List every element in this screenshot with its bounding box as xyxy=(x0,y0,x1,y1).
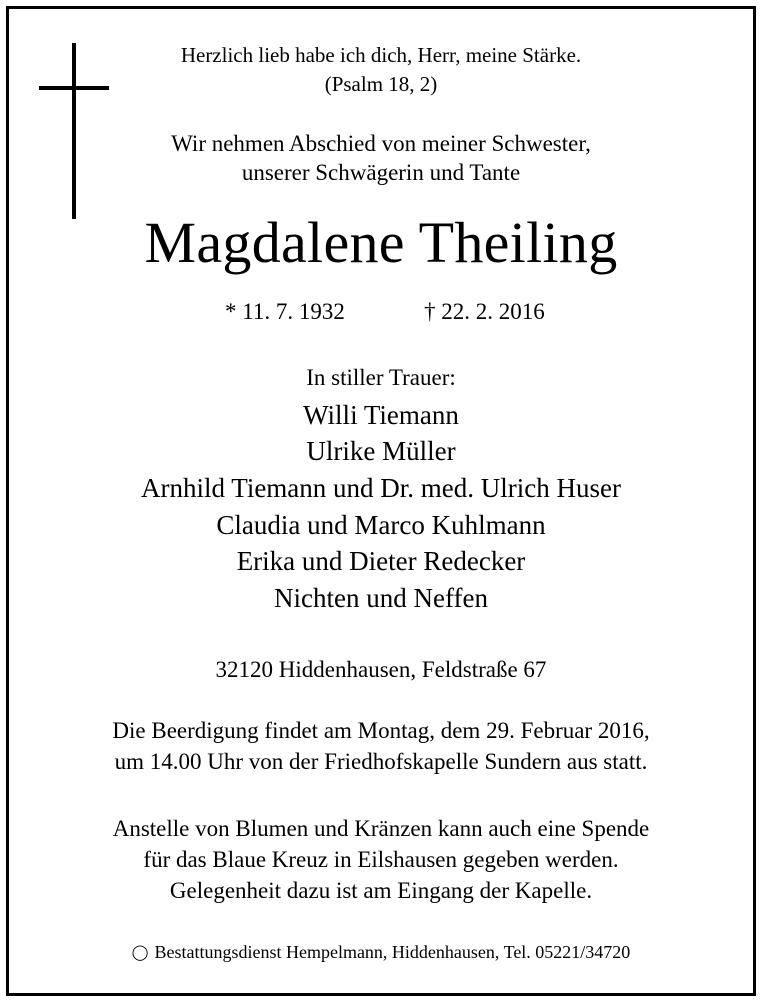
donation-line-3: Gelegenheit dazu ist am Eingang der Kapelle. xyxy=(169,878,593,903)
mourner-name: Willi Tiemann xyxy=(303,400,459,430)
mourner-name: Nichten und Neffen xyxy=(274,583,488,613)
intro-line-2: unserer Schwägerin und Tante xyxy=(241,160,521,185)
candle-icon: ◯ xyxy=(131,945,149,961)
intro-line-1: Wir nehmen Abschied von meiner Schwester, xyxy=(171,131,591,156)
mourners-heading: In stiller Trauer: xyxy=(306,365,456,390)
funeral-line-2: um 14.00 Uhr von der Friedhofskapelle Sundern aus statt. xyxy=(114,749,648,774)
mourner-name: Claudia und Marco Kuhlmann xyxy=(216,510,546,540)
psalm-reference: (Psalm 18, 2) xyxy=(324,72,438,96)
death-date: † 22. 2. 2016 xyxy=(424,299,545,324)
mourner-name: Arnhild Tiemann und Dr. med. Ulrich Huser xyxy=(141,473,621,503)
donation-line-2: für das Blaue Kreuz in Eilshausen gegeben werden. xyxy=(143,847,619,872)
donation-line-1: Anstelle von Blumen und Kränzen kann auch eine Spende xyxy=(112,816,650,841)
funeral-home-footer xyxy=(9,942,753,963)
funeral-line-1: Die Beerdigung findet am Montag, dem 29. Februar 2016, xyxy=(112,718,650,743)
obituary-notice xyxy=(6,6,756,996)
funeral-home-text: Bestattungsdienst Hempelmann, Hiddenhausen, Tel. 05221/34720 xyxy=(154,942,631,962)
mourner-name: Ulrike Müller xyxy=(306,436,456,466)
address: 32120 Hiddenhausen, Feldstraße 67 xyxy=(215,657,547,682)
deceased-name: Magdalene Theiling xyxy=(144,210,618,275)
mourner-name: Erika und Dieter Redecker xyxy=(236,546,526,576)
psalm-quote: Herzlich lieb habe ich dich, Herr, meine Stärke. xyxy=(180,43,582,67)
birth-date: * 11. 7. 1932 xyxy=(225,299,345,324)
